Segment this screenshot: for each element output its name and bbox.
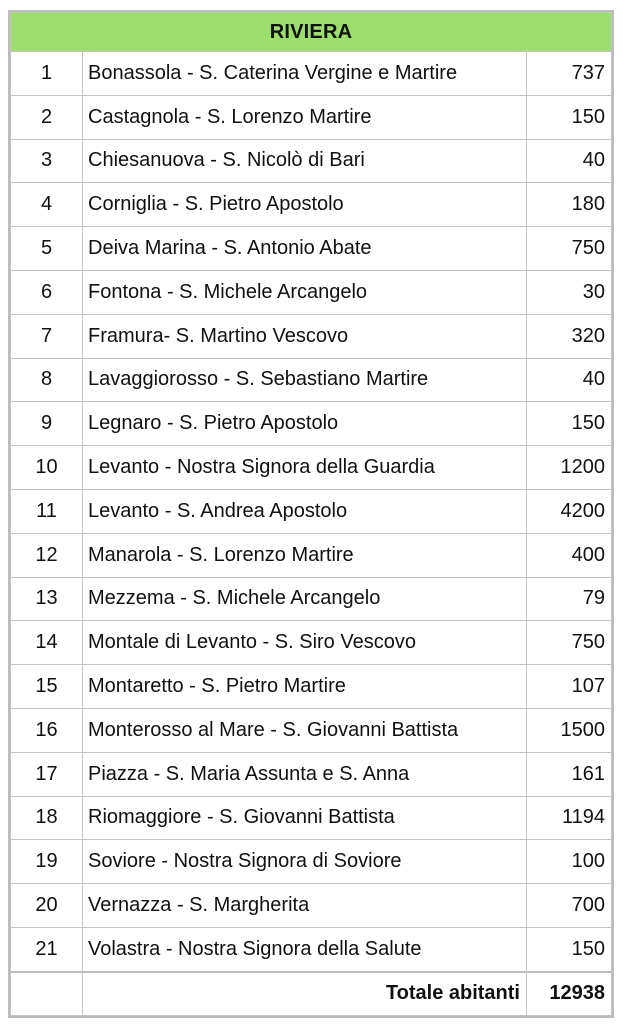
table-row bbox=[11, 840, 612, 884]
table-row bbox=[11, 227, 612, 271]
table-row bbox=[11, 927, 612, 971]
row-number: 16 bbox=[11, 708, 83, 752]
row-number: 15 bbox=[11, 665, 83, 709]
parish-name: Mezzema - S. Michele Arcangelo bbox=[83, 577, 527, 621]
inhabitants-count: 1500 bbox=[527, 708, 612, 752]
table-row bbox=[11, 314, 612, 358]
table-row bbox=[11, 95, 612, 139]
parish-table-container bbox=[8, 10, 614, 1018]
row-number: 14 bbox=[11, 621, 83, 665]
table-row bbox=[11, 621, 612, 665]
inhabitants-count: 737 bbox=[527, 52, 612, 96]
inhabitants-count: 100 bbox=[527, 840, 612, 884]
total-empty-cell bbox=[11, 972, 83, 1016]
table-row bbox=[11, 270, 612, 314]
inhabitants-count: 700 bbox=[527, 884, 612, 928]
parish-name: Volastra - Nostra Signora della Salute bbox=[83, 927, 527, 971]
parish-name: Montaretto - S. Pietro Martire bbox=[83, 665, 527, 709]
table-row bbox=[11, 358, 612, 402]
parish-name: Riomaggiore - S. Giovanni Battista bbox=[83, 796, 527, 840]
inhabitants-count: 750 bbox=[527, 227, 612, 271]
row-number: 7 bbox=[11, 314, 83, 358]
total-value: 12938 bbox=[527, 972, 612, 1016]
inhabitants-count: 1200 bbox=[527, 446, 612, 490]
row-number: 20 bbox=[11, 884, 83, 928]
parish-name: Montale di Levanto - S. Siro Vescovo bbox=[83, 621, 527, 665]
row-number: 1 bbox=[11, 52, 83, 96]
table-row bbox=[11, 884, 612, 928]
parish-name: Soviore - Nostra Signora di Soviore bbox=[83, 840, 527, 884]
parish-name: Legnaro - S. Pietro Apostolo bbox=[83, 402, 527, 446]
table-row bbox=[11, 402, 612, 446]
inhabitants-count: 180 bbox=[527, 183, 612, 227]
inhabitants-count: 161 bbox=[527, 752, 612, 796]
row-number: 21 bbox=[11, 927, 83, 971]
table-row bbox=[11, 446, 612, 490]
parish-name: Lavaggiorosso - S. Sebastiano Martire bbox=[83, 358, 527, 402]
inhabitants-count: 107 bbox=[527, 665, 612, 709]
inhabitants-count: 150 bbox=[527, 927, 612, 971]
parish-name: Vernazza - S. Margherita bbox=[83, 884, 527, 928]
inhabitants-count: 400 bbox=[527, 533, 612, 577]
table-row bbox=[11, 52, 612, 96]
parish-table bbox=[10, 12, 612, 1016]
inhabitants-count: 750 bbox=[527, 621, 612, 665]
row-number: 11 bbox=[11, 489, 83, 533]
inhabitants-count: 320 bbox=[527, 314, 612, 358]
parish-name: Levanto - S. Andrea Apostolo bbox=[83, 489, 527, 533]
inhabitants-count: 1194 bbox=[527, 796, 612, 840]
table-row bbox=[11, 796, 612, 840]
row-number: 10 bbox=[11, 446, 83, 490]
table-row bbox=[11, 708, 612, 752]
total-row bbox=[11, 972, 612, 1016]
inhabitants-count: 150 bbox=[527, 402, 612, 446]
inhabitants-count: 150 bbox=[527, 95, 612, 139]
table-row bbox=[11, 183, 612, 227]
row-number: 9 bbox=[11, 402, 83, 446]
row-number: 6 bbox=[11, 270, 83, 314]
row-number: 17 bbox=[11, 752, 83, 796]
parish-name: Monterosso al Mare - S. Giovanni Battista bbox=[83, 708, 527, 752]
row-number: 3 bbox=[11, 139, 83, 183]
row-number: 18 bbox=[11, 796, 83, 840]
row-number: 19 bbox=[11, 840, 83, 884]
inhabitants-count: 4200 bbox=[527, 489, 612, 533]
total-label: Totale abitanti bbox=[83, 972, 527, 1016]
table-header-row bbox=[11, 13, 612, 52]
row-number: 2 bbox=[11, 95, 83, 139]
inhabitants-count: 40 bbox=[527, 358, 612, 402]
inhabitants-count: 79 bbox=[527, 577, 612, 621]
parish-name: Framura- S. Martino Vescovo bbox=[83, 314, 527, 358]
table-row bbox=[11, 752, 612, 796]
table-row bbox=[11, 577, 612, 621]
inhabitants-count: 30 bbox=[527, 270, 612, 314]
table-row bbox=[11, 665, 612, 709]
parish-name: Fontona - S. Michele Arcangelo bbox=[83, 270, 527, 314]
row-number: 12 bbox=[11, 533, 83, 577]
parish-name: Chiesanuova - S. Nicolò di Bari bbox=[83, 139, 527, 183]
parish-name: Deiva Marina - S. Antonio Abate bbox=[83, 227, 527, 271]
inhabitants-count: 40 bbox=[527, 139, 612, 183]
table-row bbox=[11, 489, 612, 533]
row-number: 4 bbox=[11, 183, 83, 227]
row-number: 5 bbox=[11, 227, 83, 271]
parish-name: Corniglia - S. Pietro Apostolo bbox=[83, 183, 527, 227]
table-row bbox=[11, 139, 612, 183]
table-row bbox=[11, 533, 612, 577]
row-number: 8 bbox=[11, 358, 83, 402]
parish-name: Manarola - S. Lorenzo Martire bbox=[83, 533, 527, 577]
parish-name: Piazza - S. Maria Assunta e S. Anna bbox=[83, 752, 527, 796]
parish-name: Bonassola - S. Caterina Vergine e Martire bbox=[83, 52, 527, 96]
row-number: 13 bbox=[11, 577, 83, 621]
parish-name: Levanto - Nostra Signora della Guardia bbox=[83, 446, 527, 490]
parish-name: Castagnola - S. Lorenzo Martire bbox=[83, 95, 527, 139]
table-title: RIVIERA bbox=[11, 13, 612, 52]
